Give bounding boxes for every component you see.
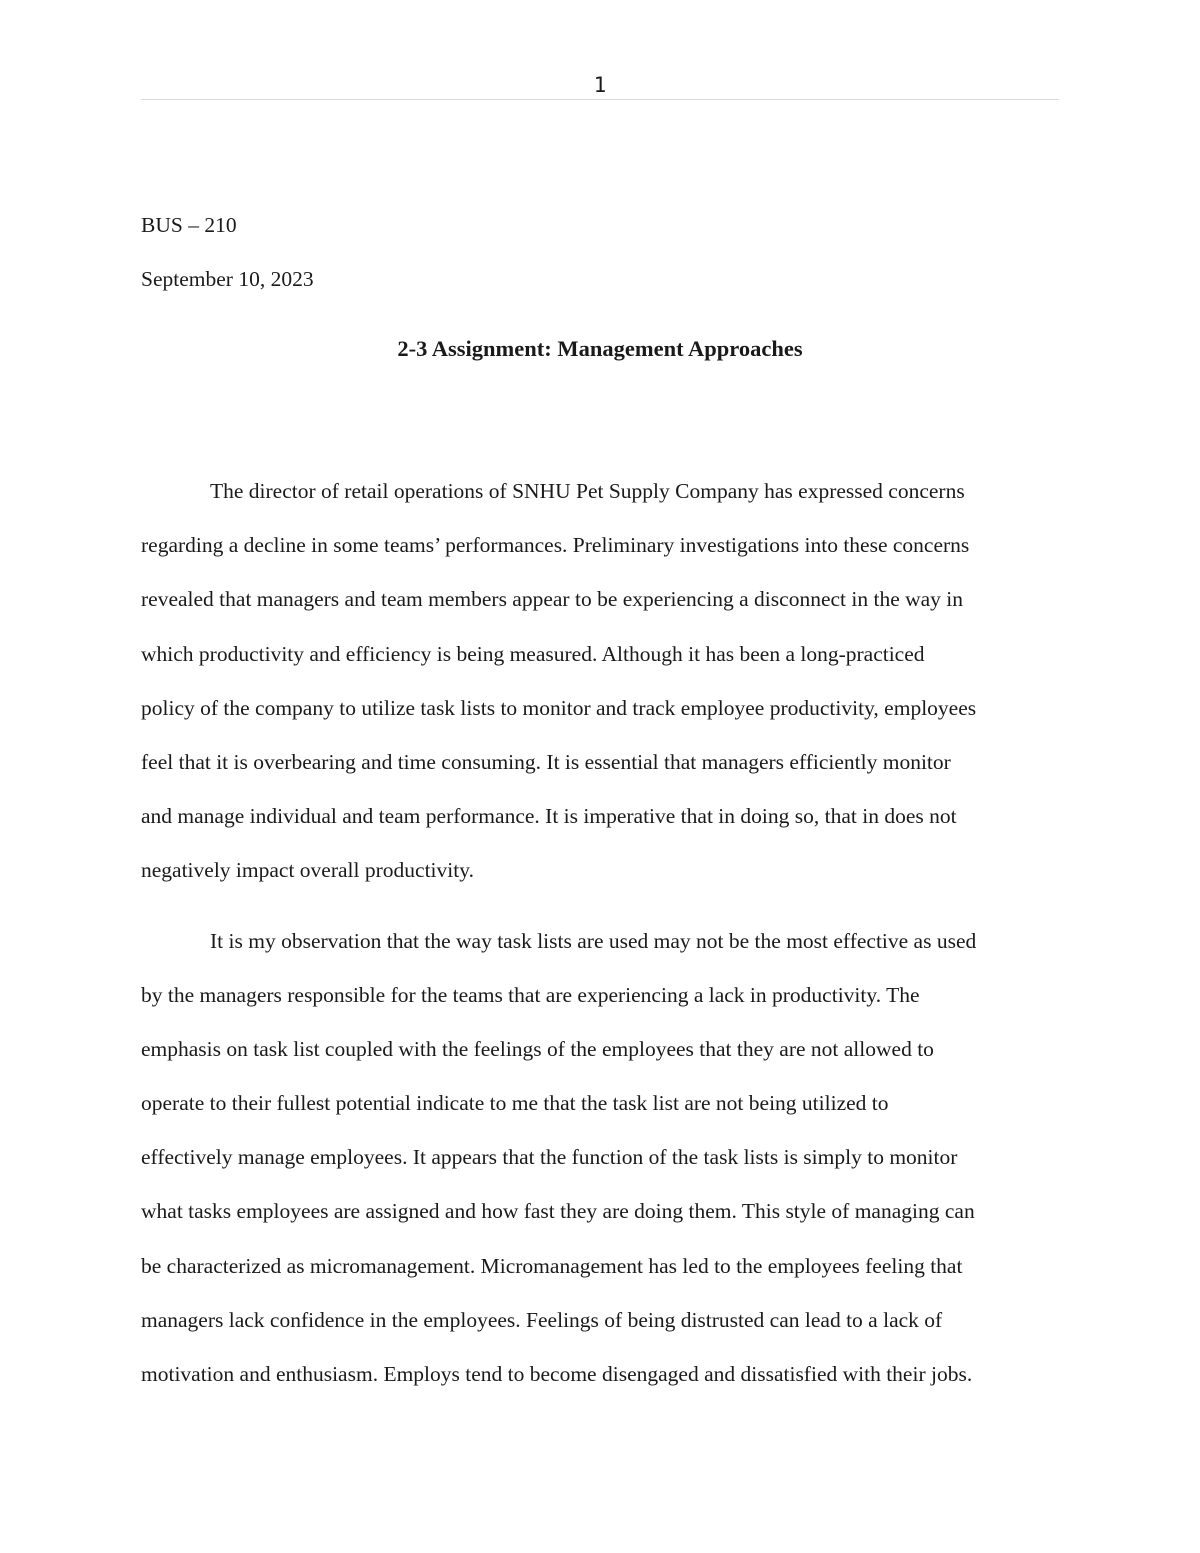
paragraph-line: by the managers responsible for the teams that are experiencing a lack in productivity. The: [141, 982, 920, 1007]
body-text: [141, 464, 1059, 1401]
course-code: BUS – 210: [141, 213, 237, 237]
paragraph-line: managers lack confidence in the employees. Feelings of being distrusted can lead to a lack of: [141, 1307, 943, 1332]
paragraph-line: be characterized as micromanagement. Micromanagement has led to the employees feeling that: [141, 1253, 963, 1278]
paragraph-line: what tasks employees are assigned and how fast they are doing them. This style of managing can: [141, 1199, 975, 1224]
paragraph-line: revealed that managers and team members appear to be experiencing a disconnect in the way in: [141, 587, 964, 612]
paragraph-line: negatively impact overall productivity.: [141, 858, 474, 883]
paragraph-line: feel that it is overbearing and time consuming. It is essential that managers efficiently monitor: [141, 749, 951, 774]
document-title: 2-3 Assignment: Management Approaches: [397, 336, 803, 361]
paragraph-line: policy of the company to utilize task lists to monitor and track employee productivity, employees: [141, 695, 977, 720]
paragraph-line: motivation and enthusiasm. Employs tend to become disengaged and dissatisfied with their jobs.: [141, 1362, 973, 1386]
paragraph-line: which productivity and efficiency is being measured. Although it has been a long-practiced: [141, 641, 925, 666]
document-date: September 10, 2023: [141, 267, 314, 291]
paragraph-line: The director of retail operations of SNHU Pet Supply Company has expressed concerns: [210, 479, 965, 503]
paragraph-line: It is my observation that the way task lists are used may not be the most effective as used: [210, 928, 977, 953]
paragraph-line: effectively manage employees. It appears that the function of the task lists is simply to monitor: [141, 1145, 958, 1170]
paragraph-line: emphasis on task list coupled with the feelings of the employees that they are not allowed to: [141, 1036, 934, 1061]
header-divider: [141, 99, 1059, 100]
paragraph-2: [141, 914, 1059, 1402]
paragraph-line: and manage individual and team performance. It is imperative that in doing so, that in does not: [141, 804, 957, 829]
paragraph-1: [141, 464, 1059, 898]
paragraph-line: operate to their fullest potential indicate to me that the task list are not being utilized to: [141, 1091, 889, 1116]
document-body: [141, 198, 1059, 1417]
page-number: 1: [593, 73, 607, 97]
paragraph-line: regarding a decline in some teams’ performances. Preliminary investigations into these concerns: [141, 533, 970, 558]
